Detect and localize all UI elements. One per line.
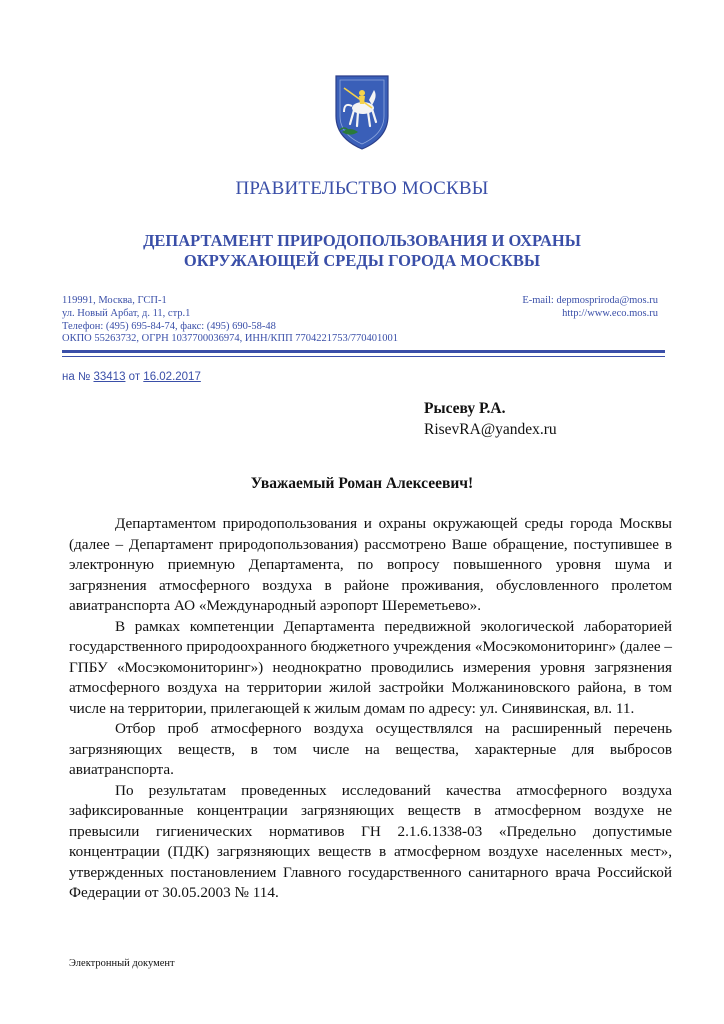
reference-line	[62, 371, 201, 383]
government-title: ПРАВИТЕЛЬСТВО МОСКВЫ	[235, 178, 489, 199]
street-address: ул. Новый Арбат, д. 11, стр.1	[62, 307, 191, 319]
contact-details	[62, 295, 398, 346]
department-title-line-1: ДЕПАРТАМЕНТ ПРИРОДОПОЛЬЗОВАНИЯ И ОХРАНЫ	[143, 231, 581, 250]
letter-body	[69, 514, 672, 904]
moscow-coat-of-arms-emblem	[332, 72, 392, 152]
website-link[interactable]: http://www.eco.mos.ru	[562, 307, 658, 319]
department-title	[0, 231, 724, 271]
header-divider-thick	[62, 350, 665, 353]
paragraph: Отбор проб атмосферного воздуха осуществлялся на расширенный перечень загрязняющих веществ, в том числе на вещества, характерные для выбросов авиатранспорта.	[69, 720, 672, 778]
reference-prefix: на №	[62, 371, 91, 383]
electronic-document-note: Электронный документ	[69, 958, 175, 969]
online-contacts	[522, 295, 658, 321]
department-title-line-2: ОКРУЖАЮЩЕЙ СРЕДЫ ГОРОДА МОСКВЫ	[183, 251, 541, 270]
reference-from: от	[128, 371, 141, 383]
greeting: Уважаемый Роман Алексеевич!	[250, 475, 474, 492]
paragraph: В рамках компетенции Департамента передвижной экологической лабораторией государственного природоохранного бюджетного учреждения «Мосэкомониторинг» (далее – ГПБУ «Мосэкомониторинг») неоднократно проводились измерения уровня загрязнения атмосферного воздуха на территории жилой застройки Молжаниновского района, в том числе на территории, прилегающей к жилым домам по адресу: ул. Синявинская, вл. 11.	[69, 617, 672, 717]
header-divider-thin	[62, 356, 665, 357]
recipient-name: Рысеву Р.А.	[424, 400, 506, 417]
email-address: E-mail: depmospriroda@mos.ru	[522, 295, 658, 306]
phone-fax: Телефон: (495) 695-84-74, факс: (495) 690-58-48	[62, 320, 276, 332]
recipient-email: RisevRA@yandex.ru	[424, 421, 557, 438]
reference-date: 16.02.2017	[143, 371, 201, 383]
paragraph: Департаментом природопользования и охраны окружающей среды города Москвы (далее – Департамент природопользования) рассмотрено Ваше обращение, поступившее в электронную приемную Департамента, по вопросу повышенного уровня шума и загрязнения атмосферного воздуха в районе проживания, обусловленного пролетом авиатранспорта АО «Международный аэропорт Шереметьево».	[69, 515, 672, 614]
reference-number: 33413	[93, 371, 126, 383]
recipient-block	[424, 398, 557, 440]
postal-address: 119991, Москва, ГСП-1	[62, 295, 167, 306]
registration-codes: ОКПО 55263732, ОГРН 1037700036974, ИНН/КПП 7704221753/770401001	[62, 333, 398, 345]
paragraph: По результатам проведенных исследований качества атмосферного воздуха зафиксированные концентрации загрязняющих веществ в атмосферном воздухе не превысили гигиенических нормативов ГН 2.1.6.1338-03 «Предельно допустимые концентрации (ПДК) загрязняющих веществ в атмосферном воздухе населенных мест», утвержденных постановлением Главного государственного санитарного врача Российской Федерации от 30.05.2003 № 114.	[69, 781, 672, 901]
